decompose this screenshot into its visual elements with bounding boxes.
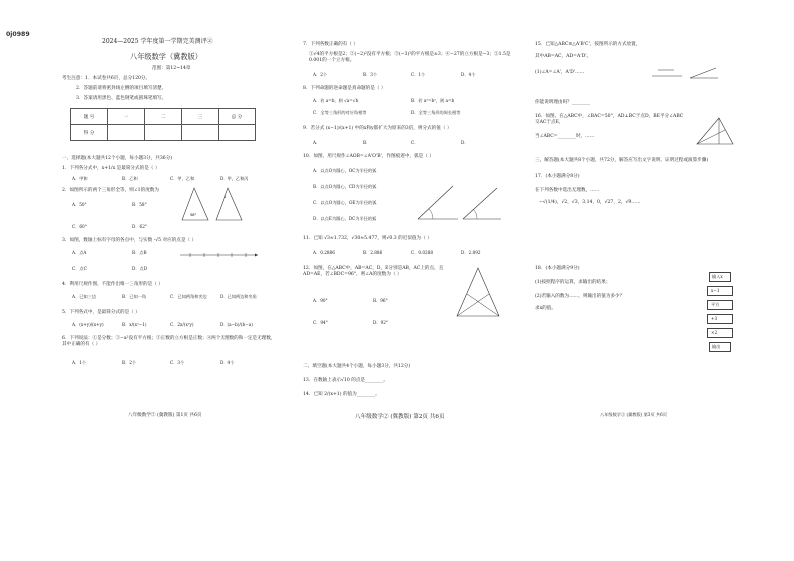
score-blank-cell[interactable]	[219, 125, 256, 141]
section1-title: 一、选择题(本大题共12个小题，每小题3分，共36分)	[62, 156, 173, 161]
q10-angle-figure	[413, 174, 503, 224]
q12-triangle-figure	[453, 264, 503, 320]
q1-option-d: D．甲，乙和丙	[220, 176, 249, 181]
q17-text: 在下列各数中选出无理数，……	[535, 188, 600, 193]
q18-part-1: (1)按照程序的运算，求输出的结果；	[535, 280, 611, 285]
q10-option-a: A．以点O为圆心，OC为半径的弧	[313, 168, 377, 173]
q10-option-d: D．以点E为圆心，DC为半径的弧	[313, 216, 377, 221]
q2-triangles-figure	[180, 186, 250, 222]
q8-option-c: C．全等三角形的对应角相等	[313, 110, 367, 115]
q15-reason-prompt: 你能说明理由吗？________	[535, 100, 591, 105]
note-2: 2．答题前请将密封线左侧的项目填写清楚。	[76, 86, 167, 91]
q12-option-d: D．92°	[373, 320, 388, 325]
section3-title: 三、解答题(本大题共8个小题，共72分，解答应写出文字说明、证明过程或演算步骤)	[535, 158, 709, 163]
question-11: 11．已知 √3≈1.732，√30≈5.477，则√0.3 的近似值为（ ）	[303, 236, 432, 241]
question-9: 9．若分式 (x−1)/(x+1) 中的x和y都扩大为原来的3倍，则分式的值（ ）	[303, 126, 452, 131]
right-page	[535, 30, 735, 430]
q8-option-b: B．若 a²=b²，则 a=b	[411, 98, 455, 103]
question-16: 16．如图，在△ABC中，∠BAC=50°，AD⊥BC于点D，BE平分∠ABC交AC于点E，	[535, 114, 684, 125]
q9-option-c: C．	[411, 140, 419, 145]
q2-option-c: C．60°	[72, 224, 87, 229]
score-header-cell: 总 分	[219, 109, 256, 125]
q11-option-c: C．0.0288	[411, 250, 434, 255]
q4-option-c: C．已知两角和夹边	[170, 294, 207, 299]
flowchart-output-box: 输出	[709, 342, 731, 352]
exam-scope: 范围：第12~14章	[152, 66, 191, 71]
q12-option-a: A．90°	[313, 298, 328, 303]
question-14: 14．已知 2/(x+1) 的值为________。	[303, 392, 380, 397]
q4-option-d: D．已知两边和夹角	[220, 294, 257, 299]
q5-option-a: A．(x+y)/(x+y)	[72, 322, 104, 327]
q9-option-d: D．	[461, 140, 469, 145]
q1-option-a: A．甲和	[72, 176, 88, 181]
exam-subtitle: 八年级数学（冀教版）	[130, 52, 202, 61]
left-page-footer: 八年级数学② (冀教版) 第1页 共6页	[128, 413, 202, 418]
q3-option-d: D．点D	[132, 266, 148, 271]
q8-option-a: A．若 a=b，则 √a=√b	[313, 98, 359, 103]
question-10: 10．如图，用尺规作∠AOB=∠A'O'B'，作图痕迹中，弧是（ ）	[303, 154, 434, 159]
score-header-cell: 一	[108, 109, 145, 125]
q3-option-b: B．点B	[132, 250, 147, 255]
question-15: 15．已知△ABC≌△A'B'C'，按图所示的方式放置，	[535, 42, 641, 47]
score-header-cell: 题 号	[71, 109, 108, 125]
score-blank-cell[interactable]	[145, 125, 182, 141]
section2-title: 二、填空题(本大题共4个小题，每小题3分，共12分)	[303, 364, 411, 369]
question-3: 3．如图，数轴上标有字母的各点中，与实数 -√5 对应的点是（ ）	[62, 238, 197, 243]
score-header-cell: 三	[182, 109, 219, 125]
note-1: 考生注意：1．本试卷共6页，总分120分。	[62, 76, 151, 81]
question-6: 6．下列说法：①是分数；②−a²没有平方根；③正数的立方根是正数；④两个无理数的和一定是无理数，其中正确的有（ ）	[62, 336, 276, 347]
q3-option-a: A．点A	[72, 250, 87, 255]
middle-page	[303, 30, 518, 430]
question-8: 8．下列命题的逆命题是真命题的是（ ）	[303, 86, 386, 91]
flowchart-step-box: x−1	[707, 286, 733, 296]
q4-option-a: A．已知三边	[72, 294, 96, 299]
q1-option-c: C．甲，乙和	[170, 176, 195, 181]
question-18: 18．(本小题满分9分)	[535, 266, 580, 271]
middle-page-footer: 八年级数学② (冀教版) 第2页 共6页	[355, 414, 445, 420]
q16-triangle-figure	[695, 116, 735, 146]
left-page	[62, 30, 277, 430]
q16-blank: 当∠ABC=________时，……	[535, 134, 595, 139]
q9-option-b: B．	[363, 140, 371, 145]
q18-part-2: (2)若输入的数为……，则输出的值为多少？	[535, 294, 625, 299]
q10-option-c: C．以点O为圆心，OE为半径的弧	[313, 200, 377, 205]
q7-option-d: D．4个	[461, 72, 476, 77]
question-13: 13．在数轴上表示√10 的点是________。	[303, 378, 388, 383]
q12-option-b: B．96°	[373, 298, 388, 303]
question-1: 1．下列各分式中，x+1/x 是最简分式的是（ ）	[62, 166, 160, 171]
q5-option-d: D．(a−b)/(b−a)	[220, 322, 253, 327]
q11-option-a: A．0.2886	[313, 250, 335, 255]
q6-option-b: B．2个	[122, 360, 137, 365]
q15-part-1: (1)∠A=∠A'，A'D'……	[535, 70, 585, 75]
q15-figure	[650, 66, 720, 80]
score-table	[70, 108, 256, 141]
question-17: 17．(本小题满分8分)	[535, 174, 580, 179]
exam-title: 2024—2025 学年度第一学期完美测评②	[102, 38, 213, 45]
q17-expression: −√(1/4)，√2，√3，3.14，0，√27，2，√9……	[539, 200, 641, 205]
q15-condition: 其中AB=AC，AD=A'D'。	[535, 54, 592, 59]
q1-option-b: B．乙和	[122, 176, 138, 181]
score-label-cell: 得 分	[71, 125, 108, 141]
q8-option-d: D．全等三角形的周长相等	[411, 110, 461, 115]
flowchart-input-box: 输入x	[709, 272, 731, 282]
q2-option-a: A．50°	[72, 202, 87, 207]
q10-option-b: B．以点O为圆心，CD为半径的弧	[313, 184, 377, 189]
question-4: 4．利用尺规作图，不能作出唯一三角形的是（ ）	[62, 282, 163, 287]
q5-option-b: B．x/(x²−1)	[122, 322, 147, 327]
right-page-footer: 八年级数学② (冀教版) 第3页 共6页	[600, 412, 668, 417]
q2-option-d: D．62°	[132, 224, 147, 229]
q11-option-b: B．2.886	[363, 250, 383, 255]
flowchart-step-box: 平方	[707, 300, 733, 310]
question-5: 5．下列各式中，是最简分式的是（ ）	[62, 310, 140, 315]
score-blank-cell[interactable]	[182, 125, 219, 141]
question-12: 12．如图，在△ABC中，AB=AC，D，E分别是AB，AC上的点，且AD=AE，若∠BDC=96°，则∠A的度数为（ ）	[303, 266, 444, 277]
q7-statements: ①√4的平方根是2；②(−2)²没有平方根；③(−3)²的平方根是±3；④−27的立方根是−3；⑤1.5是0.001的一个立方根。	[309, 52, 511, 63]
q11-option-d: D．2.892	[461, 250, 481, 255]
q5-option-c: C．2x/(x²y)	[170, 322, 194, 327]
q2-option-b: B．58°	[132, 202, 147, 207]
q6-option-c: C．3个	[170, 360, 185, 365]
score-header-cell: 二	[145, 109, 182, 125]
q6-option-a: A．1个	[72, 360, 87, 365]
q7-option-b: B．3个	[363, 72, 378, 77]
flowchart-step-box: +3	[707, 314, 733, 324]
svg-text:58°: 58°	[190, 213, 197, 217]
q6-option-d: D．4个	[220, 360, 235, 365]
svg-text:1: 1	[224, 195, 227, 199]
q4-option-b: B．已知一角	[122, 294, 147, 299]
q18-part-3: 求x的值。	[535, 306, 556, 311]
q7-option-c: C．1个	[411, 72, 426, 77]
q9-option-a: A．	[313, 140, 321, 145]
question-7: 7．下列各数正确的有（ ）	[303, 42, 358, 47]
note-3: 3．答案请用黑色、蓝色钢笔或圆珠笔填写。	[76, 96, 167, 101]
q12-option-c: C．94°	[313, 320, 328, 325]
q7-option-a: A．2个	[313, 72, 328, 77]
flowchart-step-box: ×2	[707, 328, 733, 338]
question-2: 2．如图所示的两个三角形全等，则∠1的度数为	[62, 188, 159, 193]
q3-option-c: C．点C	[72, 266, 87, 271]
sheet-code: 0j0989	[6, 31, 30, 38]
q3-number-line	[180, 250, 260, 260]
score-blank-cell[interactable]	[108, 125, 145, 141]
